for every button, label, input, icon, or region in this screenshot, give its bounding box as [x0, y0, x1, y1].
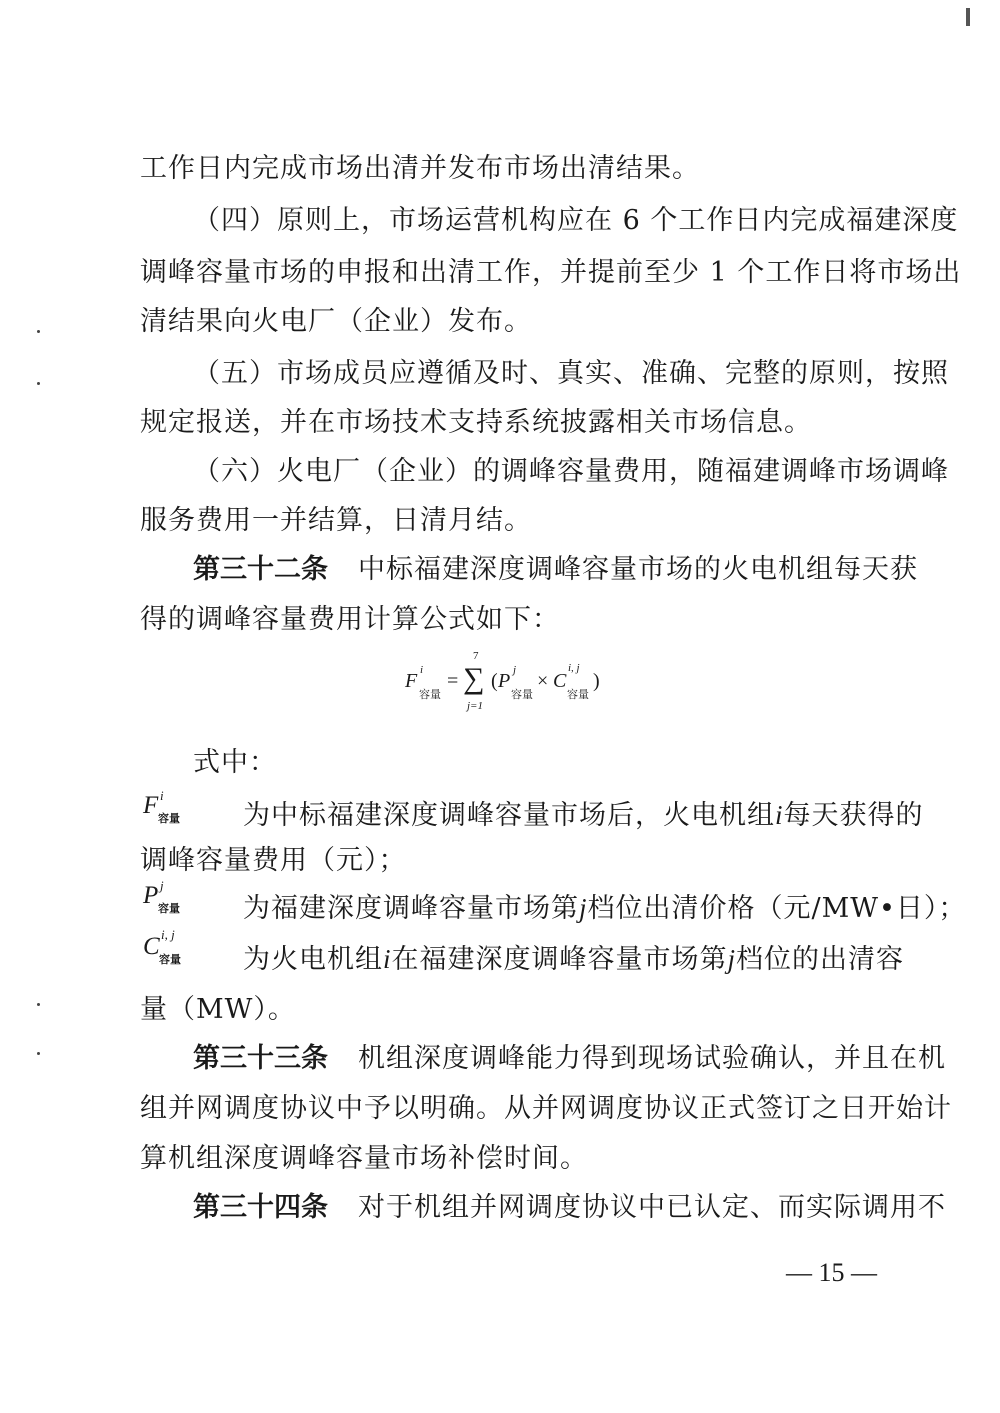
def-f-sup: i	[160, 788, 164, 803]
article-34-line	[193, 1191, 953, 1225]
def-f-var: F	[143, 792, 159, 819]
def-c-text: 档位的出清容	[736, 944, 905, 975]
def-p-sup: j	[160, 878, 164, 893]
article-heading: 第三十二条	[193, 554, 328, 585]
def-p-index: j	[579, 893, 588, 923]
scan-dot	[37, 1052, 40, 1055]
def-c-index: j	[727, 944, 737, 974]
sigma-symbol: ∑	[463, 662, 485, 695]
scan-edge-mark	[966, 8, 970, 26]
def-p-symbol	[143, 878, 203, 922]
where-label: 式中：	[193, 747, 277, 778]
def-f-symbol	[143, 788, 203, 832]
paragraph-line: （五）市场成员应遵循及时、真实、准确、完整的原则，按照	[193, 358, 949, 389]
formula-f-sup: i	[420, 664, 424, 676]
formula-times: ×	[537, 670, 549, 692]
def-c-index: i	[383, 944, 392, 974]
formula	[405, 650, 665, 720]
def-f-line-2: 调峰容量费用（元）；	[140, 845, 407, 876]
article-heading: 第三十四条	[193, 1192, 328, 1223]
article-text: 中标福建深度调峰容量市场的火电机组每天获	[358, 554, 918, 585]
paragraph-line: 服务费用一并结算，日清月结。	[140, 505, 532, 536]
def-c-sup: i, j	[161, 927, 175, 942]
article-heading: 第三十三条	[193, 1043, 328, 1074]
formula-f-sub: 容量	[419, 688, 441, 701]
def-c-line-2: 量（MW）。	[140, 994, 296, 1025]
page-number: — 15 —	[786, 1258, 877, 1287]
formula-c-sup: i, j	[568, 662, 580, 674]
def-c-var: C	[143, 933, 160, 960]
def-c-symbol	[143, 927, 203, 973]
article-text: 机组深度调峰能力得到现场试验确认，并且在机	[358, 1043, 946, 1074]
paragraph-line: 规定报送，并在市场技术支持系统披露相关市场信息。	[140, 407, 812, 438]
paragraph-line: 清结果向火电厂（企业）发布。	[140, 306, 532, 337]
paragraph-line: 调峰容量市场的申报和出清工作，并提前至少 1 个工作日将市场出	[140, 257, 962, 288]
scan-dot	[37, 382, 40, 385]
paragraph-line: 得的调峰容量费用计算公式如下：	[140, 604, 560, 635]
def-p-text: 档位出清价格（元/MW•日）；	[587, 893, 967, 924]
formula-c-sub: 容量	[567, 688, 589, 701]
formula-p-sup: j	[513, 664, 517, 676]
formula-sum-upper: 7	[473, 650, 479, 662]
def-f-text: 为中标福建深度调峰容量市场后，火电机组	[243, 800, 775, 831]
def-f-index: i	[775, 800, 784, 830]
formula-close-paren: )	[593, 670, 600, 692]
paragraph-line: 算机组深度调峰容量市场补偿时间。	[140, 1143, 588, 1174]
formula-sum-lower: j=1	[467, 700, 483, 712]
formula-p-sub: 容量	[511, 688, 533, 701]
def-p-sub: 容量	[158, 902, 180, 915]
formula-c: C	[553, 670, 567, 692]
def-c-text: 为火电机组	[243, 944, 383, 975]
def-p-line	[243, 891, 967, 926]
scan-dot	[37, 1003, 40, 1006]
paragraph-line: 组并网调度协议中予以明确。从并网调度协议正式签订之日开始计	[140, 1093, 952, 1124]
def-c-sub: 容量	[159, 953, 181, 966]
paragraph-line: 工作日内完成市场出清并发布市场出清结果。	[140, 153, 700, 184]
formula-f: F	[405, 670, 418, 692]
article-32-line	[193, 553, 953, 587]
def-f-text: 每天获得的	[783, 800, 924, 831]
formula-open-paren: (	[491, 670, 498, 692]
def-p-var: P	[143, 882, 159, 909]
formula-equals: =	[447, 670, 459, 692]
def-f-sub: 容量	[158, 812, 180, 825]
article-33-line	[193, 1042, 953, 1076]
def-c-line	[243, 942, 905, 977]
formula-p: P	[498, 670, 511, 692]
article-text: 对于机组并网调度协议中已认定、而实际调用不	[358, 1192, 946, 1223]
def-c-text: 在福建深度调峰容量市场第	[391, 944, 728, 975]
paragraph-line: （四）原则上，市场运营机构应在 6 个工作日内完成福建深度	[193, 205, 959, 236]
def-f-line	[243, 798, 924, 833]
paragraph-line: （六）火电厂（企业）的调峰容量费用，随福建调峰市场调峰	[193, 456, 949, 487]
scan-dot	[37, 330, 40, 333]
def-p-text: 为福建深度调峰容量市场第	[243, 893, 579, 924]
